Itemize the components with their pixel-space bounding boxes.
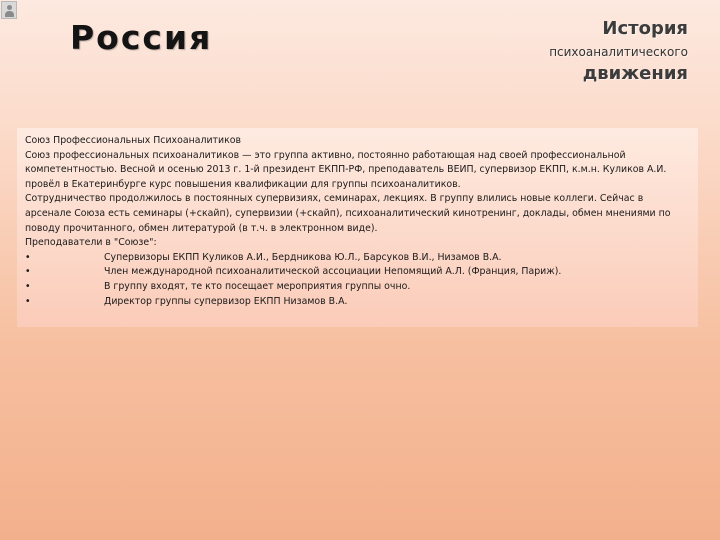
- list-item: [25, 280, 690, 295]
- list-item-text: В группу входят, те кто посещает мероприятия группы очно.: [104, 280, 411, 292]
- list-item: [25, 251, 690, 266]
- teachers-label: Преподаватели в "Союзе":: [25, 237, 157, 249]
- bullet-icon: •: [25, 266, 31, 278]
- slide-subtitle: [549, 16, 688, 86]
- list-item-text: Директор группы супервизор ЕКПП Низамов В.А.: [104, 295, 348, 307]
- subtitle-line-2: психоаналитического: [549, 45, 688, 59]
- avatar-head-shape: [7, 5, 12, 10]
- list-item: [25, 265, 690, 280]
- user-avatar-icon: [1, 1, 17, 19]
- bullet-icon: •: [25, 295, 31, 307]
- list-item-text: Супервизоры ЕКПП Куликов А.И., Бердникова Ю.Л., Барсуков В.И., Низамов В.А.: [104, 251, 502, 263]
- slide-title: Россия: [70, 18, 213, 57]
- list-item-text: Член международной психоаналитической ассоциации Непомящий А.Л. (Франция, Париж).: [104, 266, 562, 278]
- avatar-body-shape: [5, 11, 14, 17]
- content-text-box: [17, 128, 698, 327]
- body-paragraph-1: Союз профессиональных психоаналитиков — это группа активно, постоянно работающая над своей профессиональной компетентностью. Весной и осенью 2013 г. 1-й президент ЕКПП-РФ, преподаватель ВЕИП, супервизор ЕКПП, к.м.н. Куликов А.И. провёл в Екатеринбурге курс повышения квалификации для группы психоаналитиков.: [25, 149, 667, 190]
- list-item: [25, 295, 690, 310]
- subtitle-line-1: История: [602, 18, 688, 39]
- body-paragraph-2: Сотрудничество продолжилось в постоянных супервизиях, семинарах, лекциях. В группу влились новые коллеги. Сейчас в арсенале Союза есть семинары (+скайп), супервизии (+скайп), психоаналитический кинотренинг, доклады, обмен мнениями по поводу прочитанного, обмен литературой (в т.ч. в электронном виде).: [25, 193, 671, 234]
- bullet-icon: •: [25, 280, 31, 292]
- subtitle-line-3: движения: [582, 63, 688, 84]
- body-heading: Союз Профессиональных Психоаналитиков: [25, 135, 242, 146]
- bullet-icon: •: [25, 251, 31, 263]
